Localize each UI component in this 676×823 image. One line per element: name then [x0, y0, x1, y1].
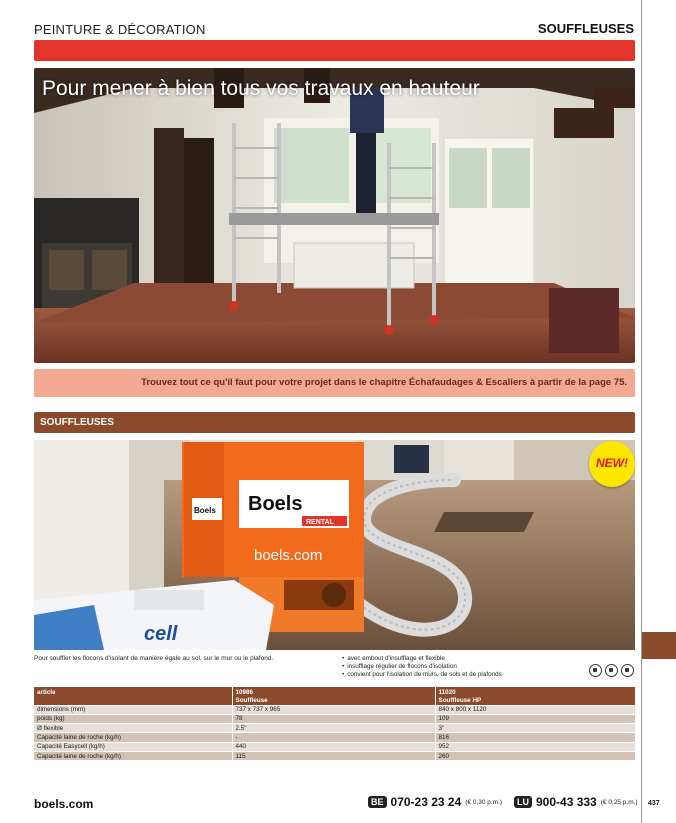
spec-value: 115: [232, 751, 435, 760]
table-row: [34, 751, 635, 760]
country-code-be: BE: [368, 796, 387, 808]
spec-label: Capacité laine de roche (kg/h): [34, 733, 232, 742]
new-badge-label: NEW!: [596, 456, 628, 470]
scaffolding-room-illustration: [34, 68, 635, 363]
spec-label: Capacité Easycell (kg/h): [34, 742, 232, 751]
header-bar: [34, 40, 635, 61]
bag-label: cell: [144, 623, 178, 645]
glove-icon: [621, 664, 634, 677]
spec-value: -: [232, 733, 435, 742]
footer-website-link[interactable]: boels.com: [34, 797, 94, 811]
chapter-tab: [642, 632, 676, 659]
spec-label: dimensions (mm): [34, 705, 232, 714]
spec-value: 952: [435, 742, 635, 751]
product-photo: [34, 440, 635, 650]
country-code-lu: LU: [514, 796, 532, 808]
spec-header-10986: 10986 Souffleuse: [232, 687, 435, 705]
spec-value: 109: [435, 714, 635, 723]
spec-table: [34, 687, 635, 761]
spec-value: 440: [232, 742, 435, 751]
spec-value: 840 x 800 x 1120: [435, 705, 635, 714]
product-description: Pour souffler les flocons d'isolant de manière égale au sol, sur le mur ou le plafond.: [34, 655, 274, 662]
section-title-bar: [34, 412, 635, 433]
usage-icons: [589, 664, 634, 677]
spec-value: 3": [435, 724, 635, 733]
phone-rate-lu: (€ 0,25 p.m.): [600, 798, 638, 806]
hand-icon: [605, 664, 618, 677]
spec-value: 260: [435, 751, 635, 760]
table-row: [34, 724, 635, 733]
section-label: SOUFFLEUSES: [537, 21, 634, 36]
spec-value: 737 x 737 x 965: [232, 705, 435, 714]
spec-table-header: [34, 687, 635, 705]
machine-brand: Boels: [248, 493, 303, 515]
spec-value: 816: [435, 733, 635, 742]
spec-label: poids (kg): [34, 714, 232, 723]
phone-rate-be: (€ 0,30 p.m.): [465, 798, 503, 806]
page-divider: [641, 0, 642, 823]
hero-caption: Pour mener à bien tous vos travaux en hauteur: [42, 77, 480, 100]
machine-sub: RENTAL: [306, 519, 334, 526]
spec-value: 78: [232, 714, 435, 723]
table-row: [34, 714, 635, 723]
machine-url: boels.com: [254, 547, 323, 564]
machine-side-logo: Boels: [194, 506, 216, 515]
category-label: PEINTURE & DÉCORATION: [34, 22, 206, 37]
plug-icon: [589, 664, 602, 677]
footer-phone-lu[interactable]: [514, 795, 638, 809]
spec-label: Capacité laine de roche (kg/h): [34, 751, 232, 760]
promo-text: Trouvez tout ce qu'il faut pour votre projet dans le chapitre Échafaudages & Escaliers à partir de la page 75.: [141, 377, 627, 388]
table-row: [34, 705, 635, 714]
new-badge: [589, 441, 635, 487]
hero-photo: [34, 68, 635, 363]
section-title: SOUFFLEUSES: [40, 417, 114, 428]
spec-value: 2.5": [232, 724, 435, 733]
feature-item: • insufflage régulier de flocons d'isolation: [342, 663, 502, 671]
spec-header-11020: 11020 Souffleuse HP: [435, 687, 635, 705]
table-row: [34, 733, 635, 742]
phone-number-lu: 900-43 333: [536, 795, 597, 809]
page-number: 437: [648, 800, 660, 807]
phone-number-be: 070-23 23 24: [390, 795, 462, 809]
blower-machine-illustration: [34, 440, 635, 650]
spec-label: Ø flexible: [34, 724, 232, 733]
feature-item: • convient pour l'isolation de murs, de sols et de plafonds: [342, 671, 502, 679]
table-row: [34, 742, 635, 751]
feature-list: [342, 655, 502, 680]
spec-header-article: article: [34, 687, 232, 705]
promo-banner[interactable]: [34, 369, 635, 397]
footer-phone-be[interactable]: [368, 795, 502, 809]
feature-item: • avec embout d'insufflage et flexible: [342, 655, 502, 663]
